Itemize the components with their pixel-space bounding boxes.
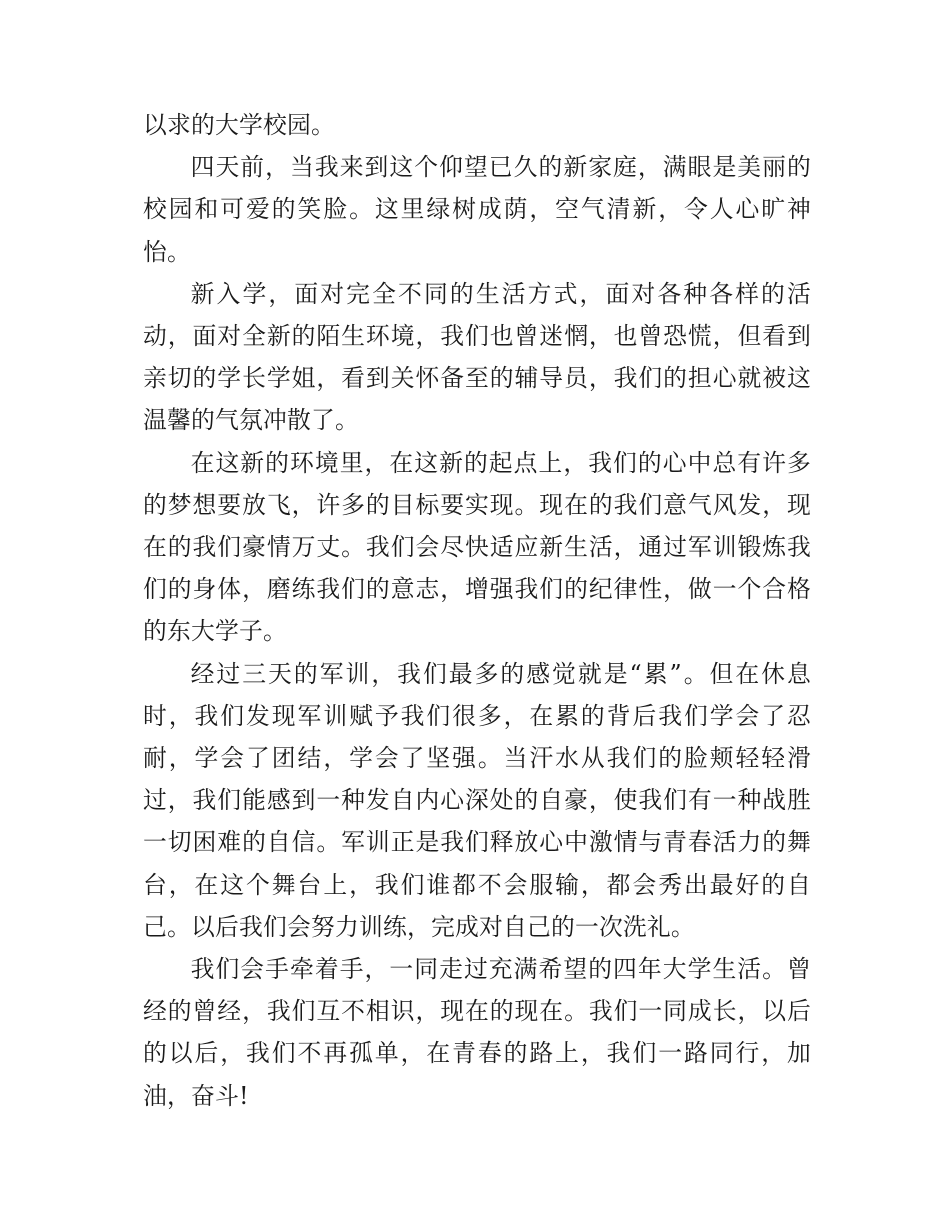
paragraph-arrival: 四天前，当我来到这个仰望已久的新家庭，满眼是美丽的校园和可爱的笑脸。这里绿树成荫，空气清新，令人心旷神怡。 [143, 153, 811, 266]
paragraph-continuation: 以求的大学校园。 [143, 111, 335, 139]
paragraph-closing: 我们会手牵着手，一同走过充满希望的四年大学生活。曾经的曾经，我们互不相识，现在的现在。我们一同成长，以后的以后，我们不再孤单，在青春的路上，我们一路同行，加油，奋斗! [143, 955, 811, 1110]
paragraph-new-life: 新入学，面对完全不同的生活方式，面对各种各样的活动，面对全新的陌生环境，我们也曾迷惘，也曾恐慌，但看到亲切的学长学姐，看到关怀备至的辅导员，我们的担心就被这温馨的气氛冲散了。 [143, 279, 811, 435]
paragraph-military-training: 经过三天的军训，我们最多的感觉就是“累”。但在休息时，我们发现军训赋予我们很多，在累的背后我们学会了忍耐，学会了团结，学会了坚强。当汗水从我们的脸颊轻轻滑过，我们能感到一种发自内心深处的自豪，使我们有一种战胜一切困难的自信。军训正是我们释放心中激情与青春活力的舞台，在这个舞台上，我们谁都不会服输，都会秀出最好的自己。以后我们会努力训练，完成对自己的一次洗礼。 [143, 659, 811, 941]
document-body [143, 104, 811, 1117]
paragraph-dreams: 在这新的环境里，在这新的起点上，我们的心中总有许多的梦想要放飞，许多的目标要实现。现在的我们意气风发，现在的我们豪情万丈。我们会尽快适应新生活，通过军训锻炼我们的身体，磨练我们的意志，增强我们的纪律性，做一个合格的东大学子。 [143, 448, 811, 646]
